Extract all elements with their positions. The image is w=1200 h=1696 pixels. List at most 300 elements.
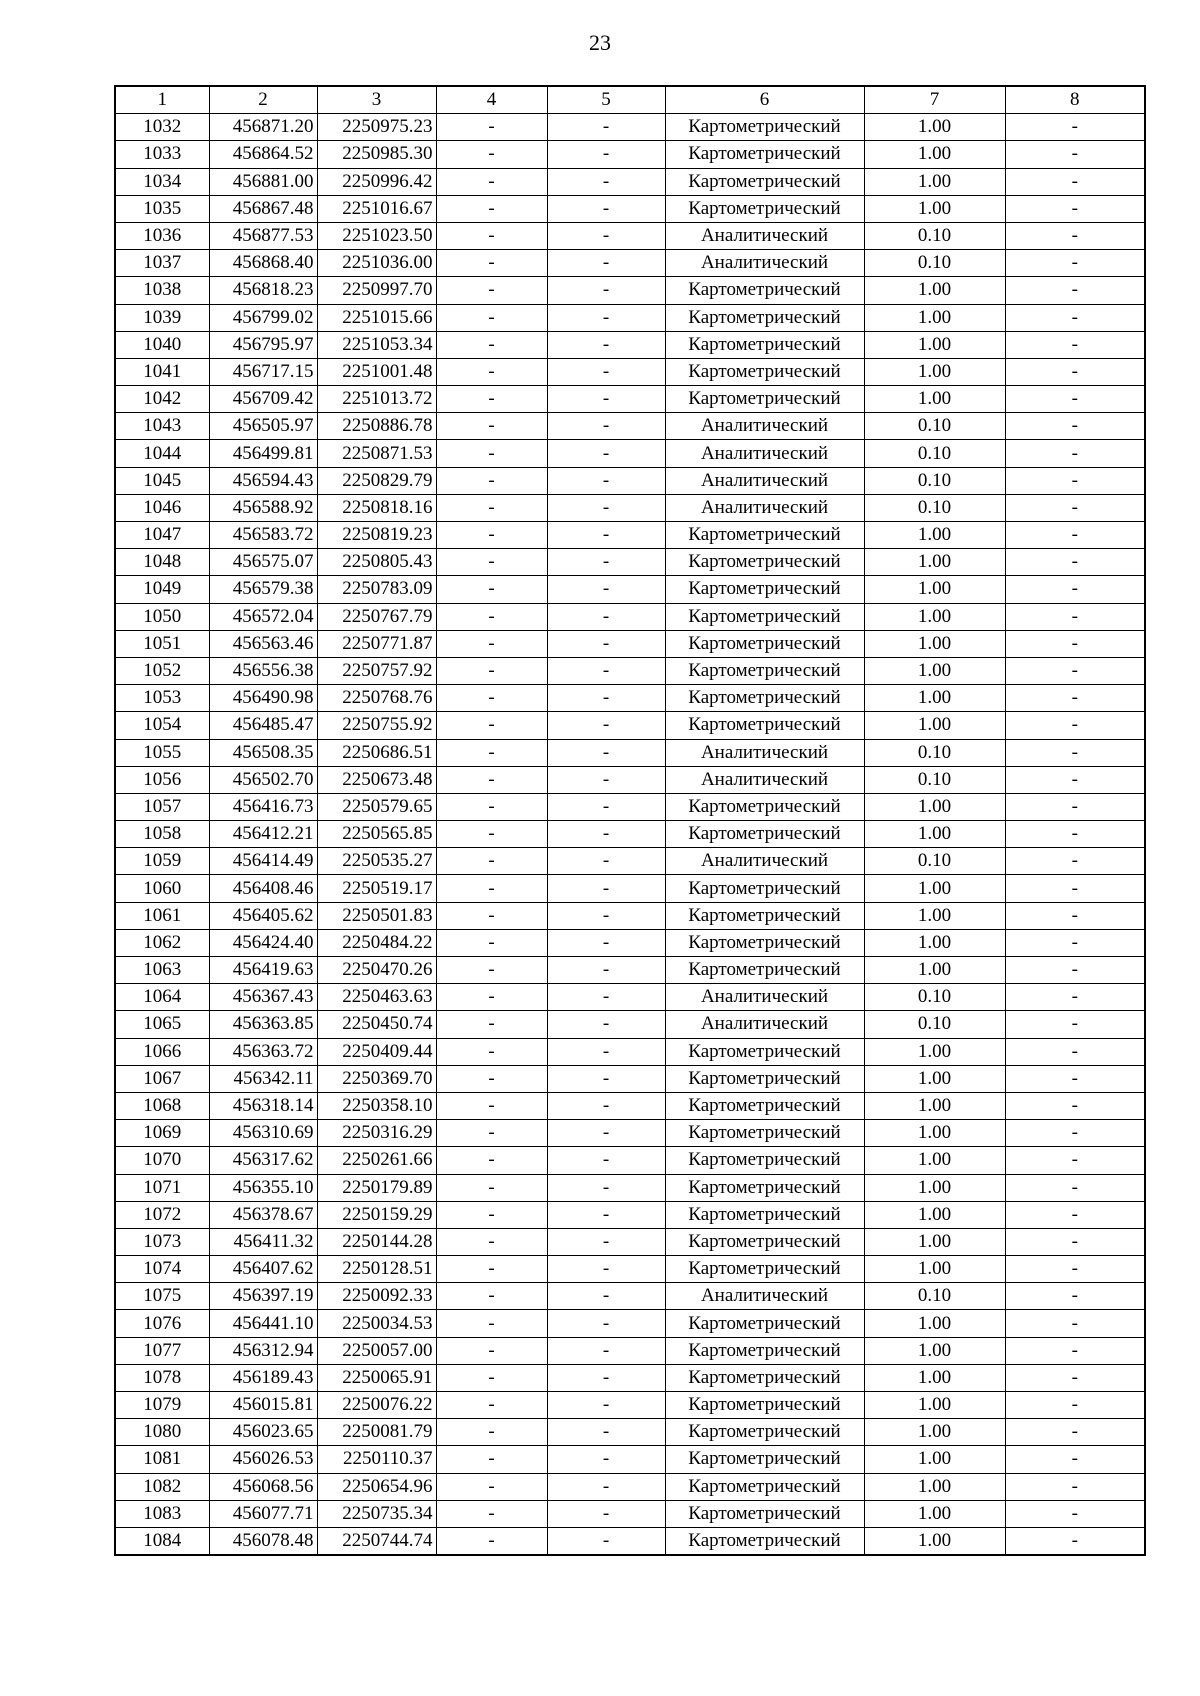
cell-x-coordinate: 456317.62 xyxy=(209,1147,317,1174)
cell-y-coordinate: 2250783.09 xyxy=(317,576,436,603)
cell-col-5: - xyxy=(547,603,665,630)
cell-x-coordinate: 456490.98 xyxy=(209,685,317,712)
cell-y-coordinate: 2250744.74 xyxy=(317,1527,436,1555)
cell-y-coordinate: 2250985.30 xyxy=(317,141,436,168)
cell-y-coordinate: 2250369.70 xyxy=(317,1065,436,1092)
cell-point-number: 1076 xyxy=(115,1310,209,1337)
cell-col-5: - xyxy=(547,875,665,902)
cell-y-coordinate: 2250579.65 xyxy=(317,793,436,820)
cell-col-5: - xyxy=(547,1527,665,1555)
table-header-row xyxy=(115,86,1145,114)
cell-y-coordinate: 2250034.53 xyxy=(317,1310,436,1337)
cell-col-8: - xyxy=(1005,1038,1145,1065)
cell-x-coordinate: 456556.38 xyxy=(209,657,317,684)
cell-col-5: - xyxy=(547,1337,665,1364)
cell-y-coordinate: 2250996.42 xyxy=(317,168,436,195)
cell-method: Картометрический xyxy=(665,168,864,195)
cell-x-coordinate: 456189.43 xyxy=(209,1364,317,1391)
table-row xyxy=(115,1147,1145,1174)
cell-method: Аналитический xyxy=(665,250,864,277)
cell-accuracy: 1.00 xyxy=(864,875,1005,902)
cell-col-5: - xyxy=(547,1120,665,1147)
cell-x-coordinate: 456408.46 xyxy=(209,875,317,902)
cell-point-number: 1033 xyxy=(115,141,209,168)
cell-accuracy: 1.00 xyxy=(864,929,1005,956)
cell-col-5: - xyxy=(547,277,665,304)
cell-accuracy: 1.00 xyxy=(864,358,1005,385)
cell-x-coordinate: 456407.62 xyxy=(209,1256,317,1283)
cell-accuracy: 0.10 xyxy=(864,1283,1005,1310)
cell-x-coordinate: 456023.65 xyxy=(209,1419,317,1446)
cell-col-4: - xyxy=(436,739,547,766)
cell-y-coordinate: 2250565.85 xyxy=(317,821,436,848)
cell-method: Картометрический xyxy=(665,1038,864,1065)
cell-col-4: - xyxy=(436,984,547,1011)
cell-accuracy: 1.00 xyxy=(864,902,1005,929)
cell-x-coordinate: 456572.04 xyxy=(209,603,317,630)
cell-col-4: - xyxy=(436,1283,547,1310)
cell-col-4: - xyxy=(436,440,547,467)
cell-x-coordinate: 456355.10 xyxy=(209,1174,317,1201)
table-row xyxy=(115,1446,1145,1473)
cell-x-coordinate: 456363.72 xyxy=(209,1038,317,1065)
cell-accuracy: 0.10 xyxy=(864,1011,1005,1038)
table-row xyxy=(115,1038,1145,1065)
cell-col-5: - xyxy=(547,630,665,657)
cell-point-number: 1072 xyxy=(115,1201,209,1228)
cell-point-number: 1043 xyxy=(115,413,209,440)
cell-method: Картометрический xyxy=(665,522,864,549)
cell-accuracy: 0.10 xyxy=(864,467,1005,494)
cell-col-5: - xyxy=(547,1065,665,1092)
cell-y-coordinate: 2251036.00 xyxy=(317,250,436,277)
cell-method: Картометрический xyxy=(665,712,864,739)
cell-x-coordinate: 456378.67 xyxy=(209,1201,317,1228)
cell-point-number: 1067 xyxy=(115,1065,209,1092)
cell-point-number: 1074 xyxy=(115,1256,209,1283)
cell-col-8: - xyxy=(1005,1527,1145,1555)
cell-point-number: 1069 xyxy=(115,1120,209,1147)
cell-method: Картометрический xyxy=(665,1120,864,1147)
cell-x-coordinate: 456424.40 xyxy=(209,929,317,956)
table-row xyxy=(115,848,1145,875)
cell-method: Аналитический xyxy=(665,848,864,875)
cell-x-coordinate: 456312.94 xyxy=(209,1337,317,1364)
cell-col-5: - xyxy=(547,576,665,603)
cell-col-5: - xyxy=(547,413,665,440)
cell-col-8: - xyxy=(1005,440,1145,467)
cell-method: Картометрический xyxy=(665,793,864,820)
table-row xyxy=(115,766,1145,793)
cell-y-coordinate: 2250470.26 xyxy=(317,957,436,984)
table-row xyxy=(115,1473,1145,1500)
cell-point-number: 1064 xyxy=(115,984,209,1011)
cell-accuracy: 1.00 xyxy=(864,821,1005,848)
cell-accuracy: 1.00 xyxy=(864,1228,1005,1255)
cell-method: Картометрический xyxy=(665,1473,864,1500)
cell-point-number: 1077 xyxy=(115,1337,209,1364)
cell-point-number: 1084 xyxy=(115,1527,209,1555)
table-row xyxy=(115,1174,1145,1201)
cell-x-coordinate: 456342.11 xyxy=(209,1065,317,1092)
cell-y-coordinate: 2250673.48 xyxy=(317,766,436,793)
cell-method: Картометрический xyxy=(665,141,864,168)
cell-point-number: 1039 xyxy=(115,304,209,331)
column-header-8: 8 xyxy=(1005,86,1145,114)
cell-accuracy: 1.00 xyxy=(864,1065,1005,1092)
cell-accuracy: 1.00 xyxy=(864,1310,1005,1337)
table-row xyxy=(115,114,1145,141)
cell-method: Картометрический xyxy=(665,1337,864,1364)
table-row xyxy=(115,250,1145,277)
cell-method: Аналитический xyxy=(665,467,864,494)
cell-col-4: - xyxy=(436,1473,547,1500)
cell-x-coordinate: 456026.53 xyxy=(209,1446,317,1473)
cell-method: Картометрический xyxy=(665,1446,864,1473)
cell-y-coordinate: 2250450.74 xyxy=(317,1011,436,1038)
cell-col-5: - xyxy=(547,467,665,494)
cell-col-4: - xyxy=(436,1092,547,1119)
cell-col-8: - xyxy=(1005,848,1145,875)
cell-accuracy: 0.10 xyxy=(864,739,1005,766)
cell-col-5: - xyxy=(547,1500,665,1527)
cell-x-coordinate: 456416.73 xyxy=(209,793,317,820)
cell-point-number: 1049 xyxy=(115,576,209,603)
cell-col-5: - xyxy=(547,250,665,277)
table-row xyxy=(115,793,1145,820)
cell-col-8: - xyxy=(1005,1092,1145,1119)
cell-col-8: - xyxy=(1005,277,1145,304)
cell-point-number: 1079 xyxy=(115,1392,209,1419)
cell-col-5: - xyxy=(547,821,665,848)
cell-col-8: - xyxy=(1005,875,1145,902)
cell-col-8: - xyxy=(1005,576,1145,603)
cell-x-coordinate: 456405.62 xyxy=(209,902,317,929)
cell-accuracy: 1.00 xyxy=(864,522,1005,549)
cell-col-5: - xyxy=(547,114,665,141)
table-row xyxy=(115,1283,1145,1310)
cell-col-4: - xyxy=(436,1147,547,1174)
table-row xyxy=(115,1092,1145,1119)
cell-y-coordinate: 2250871.53 xyxy=(317,440,436,467)
table-row xyxy=(115,413,1145,440)
table-row xyxy=(115,1364,1145,1391)
cell-col-8: - xyxy=(1005,657,1145,684)
cell-accuracy: 1.00 xyxy=(864,1120,1005,1147)
table-row xyxy=(115,1337,1145,1364)
cell-accuracy: 0.10 xyxy=(864,250,1005,277)
cell-method: Картометрический xyxy=(665,821,864,848)
cell-method: Картометрический xyxy=(665,1174,864,1201)
cell-col-4: - xyxy=(436,494,547,521)
cell-col-4: - xyxy=(436,957,547,984)
cell-col-4: - xyxy=(436,1419,547,1446)
cell-x-coordinate: 456318.14 xyxy=(209,1092,317,1119)
cell-y-coordinate: 2250128.51 xyxy=(317,1256,436,1283)
cell-method: Картометрический xyxy=(665,331,864,358)
cell-method: Аналитический xyxy=(665,739,864,766)
cell-accuracy: 1.00 xyxy=(864,1473,1005,1500)
cell-point-number: 1052 xyxy=(115,657,209,684)
cell-col-5: - xyxy=(547,386,665,413)
column-header-5: 5 xyxy=(547,86,665,114)
cell-col-8: - xyxy=(1005,168,1145,195)
cell-col-4: - xyxy=(436,821,547,848)
cell-col-8: - xyxy=(1005,1500,1145,1527)
cell-col-4: - xyxy=(436,386,547,413)
cell-col-4: - xyxy=(436,1065,547,1092)
cell-y-coordinate: 2250975.23 xyxy=(317,114,436,141)
table-row xyxy=(115,141,1145,168)
table-row xyxy=(115,929,1145,956)
cell-col-8: - xyxy=(1005,195,1145,222)
cell-accuracy: 1.00 xyxy=(864,331,1005,358)
cell-y-coordinate: 2250110.37 xyxy=(317,1446,436,1473)
cell-method: Картометрический xyxy=(665,358,864,385)
cell-method: Картометрический xyxy=(665,603,864,630)
cell-y-coordinate: 2250755.92 xyxy=(317,712,436,739)
table-row xyxy=(115,603,1145,630)
cell-point-number: 1059 xyxy=(115,848,209,875)
cell-col-8: - xyxy=(1005,1283,1145,1310)
cell-y-coordinate: 2251053.34 xyxy=(317,331,436,358)
cell-y-coordinate: 2250767.79 xyxy=(317,603,436,630)
cell-col-8: - xyxy=(1005,358,1145,385)
cell-col-8: - xyxy=(1005,739,1145,766)
cell-method: Аналитический xyxy=(665,766,864,793)
cell-accuracy: 0.10 xyxy=(864,984,1005,1011)
table-body xyxy=(115,114,1145,1555)
cell-col-8: - xyxy=(1005,522,1145,549)
cell-method: Картометрический xyxy=(665,1310,864,1337)
cell-col-5: - xyxy=(547,1446,665,1473)
cell-accuracy: 1.00 xyxy=(864,1038,1005,1065)
cell-accuracy: 1.00 xyxy=(864,141,1005,168)
cell-col-5: - xyxy=(547,766,665,793)
cell-col-8: - xyxy=(1005,1446,1145,1473)
cell-accuracy: 1.00 xyxy=(864,1419,1005,1446)
cell-col-4: - xyxy=(436,1120,547,1147)
cell-col-5: - xyxy=(547,222,665,249)
cell-col-4: - xyxy=(436,1228,547,1255)
cell-col-4: - xyxy=(436,1038,547,1065)
cell-accuracy: 0.10 xyxy=(864,413,1005,440)
cell-x-coordinate: 456411.32 xyxy=(209,1228,317,1255)
cell-x-coordinate: 456485.47 xyxy=(209,712,317,739)
column-header-7: 7 xyxy=(864,86,1005,114)
cell-y-coordinate: 2251001.48 xyxy=(317,358,436,385)
cell-col-8: - xyxy=(1005,1256,1145,1283)
table-row xyxy=(115,331,1145,358)
table-row xyxy=(115,467,1145,494)
cell-point-number: 1081 xyxy=(115,1446,209,1473)
table-row xyxy=(115,821,1145,848)
page-number: 23 xyxy=(589,30,611,55)
cell-accuracy: 1.00 xyxy=(864,1092,1005,1119)
cell-col-4: - xyxy=(436,114,547,141)
cell-col-4: - xyxy=(436,1174,547,1201)
table-row xyxy=(115,902,1145,929)
cell-x-coordinate: 456397.19 xyxy=(209,1283,317,1310)
cell-point-number: 1080 xyxy=(115,1419,209,1446)
cell-accuracy: 1.00 xyxy=(864,1446,1005,1473)
cell-col-5: - xyxy=(547,168,665,195)
cell-accuracy: 0.10 xyxy=(864,494,1005,521)
cell-col-5: - xyxy=(547,1201,665,1228)
cell-col-8: - xyxy=(1005,494,1145,521)
cell-point-number: 1065 xyxy=(115,1011,209,1038)
cell-col-5: - xyxy=(547,712,665,739)
table-row xyxy=(115,304,1145,331)
cell-method: Картометрический xyxy=(665,576,864,603)
cell-accuracy: 1.00 xyxy=(864,630,1005,657)
cell-col-4: - xyxy=(436,630,547,657)
cell-col-5: - xyxy=(547,1310,665,1337)
cell-x-coordinate: 456419.63 xyxy=(209,957,317,984)
cell-col-8: - xyxy=(1005,603,1145,630)
cell-x-coordinate: 456799.02 xyxy=(209,304,317,331)
table-row xyxy=(115,522,1145,549)
cell-col-4: - xyxy=(436,250,547,277)
table-row xyxy=(115,1228,1145,1255)
cell-col-8: - xyxy=(1005,386,1145,413)
cell-method: Картометрический xyxy=(665,304,864,331)
column-header-2: 2 xyxy=(209,86,317,114)
cell-y-coordinate: 2250757.92 xyxy=(317,657,436,684)
cell-col-4: - xyxy=(436,331,547,358)
cell-x-coordinate: 456414.49 xyxy=(209,848,317,875)
cell-x-coordinate: 456594.43 xyxy=(209,467,317,494)
cell-col-5: - xyxy=(547,902,665,929)
cell-col-4: - xyxy=(436,902,547,929)
cell-method: Картометрический xyxy=(665,277,864,304)
cell-accuracy: 1.00 xyxy=(864,1174,1005,1201)
cell-x-coordinate: 456310.69 xyxy=(209,1120,317,1147)
cell-col-4: - xyxy=(436,1527,547,1555)
cell-method: Аналитический xyxy=(665,1283,864,1310)
cell-method: Картометрический xyxy=(665,630,864,657)
cell-col-4: - xyxy=(436,222,547,249)
table-row xyxy=(115,875,1145,902)
cell-col-4: - xyxy=(436,603,547,630)
table-row xyxy=(115,549,1145,576)
cell-x-coordinate: 456575.07 xyxy=(209,549,317,576)
cell-col-4: - xyxy=(436,467,547,494)
cell-col-4: - xyxy=(436,793,547,820)
table-row xyxy=(115,685,1145,712)
cell-method: Картометрический xyxy=(665,195,864,222)
cell-method: Аналитический xyxy=(665,440,864,467)
cell-col-4: - xyxy=(436,685,547,712)
cell-x-coordinate: 456818.23 xyxy=(209,277,317,304)
cell-col-8: - xyxy=(1005,1120,1145,1147)
cell-col-8: - xyxy=(1005,1392,1145,1419)
cell-method: Аналитический xyxy=(665,494,864,521)
cell-col-4: - xyxy=(436,1364,547,1391)
cell-x-coordinate: 456864.52 xyxy=(209,141,317,168)
cell-accuracy: 1.00 xyxy=(864,1256,1005,1283)
cell-x-coordinate: 456583.72 xyxy=(209,522,317,549)
cell-x-coordinate: 456881.00 xyxy=(209,168,317,195)
cell-col-8: - xyxy=(1005,250,1145,277)
cell-col-5: - xyxy=(547,141,665,168)
cell-col-8: - xyxy=(1005,467,1145,494)
cell-col-8: - xyxy=(1005,685,1145,712)
cell-col-4: - xyxy=(436,1500,547,1527)
cell-method: Аналитический xyxy=(665,984,864,1011)
cell-y-coordinate: 2250829.79 xyxy=(317,467,436,494)
cell-method: Картометрический xyxy=(665,1147,864,1174)
cell-col-8: - xyxy=(1005,304,1145,331)
cell-y-coordinate: 2250819.23 xyxy=(317,522,436,549)
cell-point-number: 1041 xyxy=(115,358,209,385)
cell-col-5: - xyxy=(547,848,665,875)
cell-col-8: - xyxy=(1005,1147,1145,1174)
cell-y-coordinate: 2250654.96 xyxy=(317,1473,436,1500)
cell-x-coordinate: 456505.97 xyxy=(209,413,317,440)
cell-x-coordinate: 456367.43 xyxy=(209,984,317,1011)
cell-col-8: - xyxy=(1005,1473,1145,1500)
cell-col-8: - xyxy=(1005,1364,1145,1391)
cell-point-number: 1042 xyxy=(115,386,209,413)
cell-col-4: - xyxy=(436,1201,547,1228)
cell-point-number: 1032 xyxy=(115,114,209,141)
cell-col-5: - xyxy=(547,331,665,358)
cell-x-coordinate: 456015.81 xyxy=(209,1392,317,1419)
cell-y-coordinate: 2251013.72 xyxy=(317,386,436,413)
cell-col-5: - xyxy=(547,1419,665,1446)
cell-x-coordinate: 456588.92 xyxy=(209,494,317,521)
table-row xyxy=(115,386,1145,413)
cell-col-8: - xyxy=(1005,929,1145,956)
cell-point-number: 1040 xyxy=(115,331,209,358)
cell-accuracy: 1.00 xyxy=(864,304,1005,331)
cell-col-5: - xyxy=(547,957,665,984)
cell-y-coordinate: 2250997.70 xyxy=(317,277,436,304)
cell-accuracy: 1.00 xyxy=(864,1500,1005,1527)
cell-y-coordinate: 2250358.10 xyxy=(317,1092,436,1119)
cell-x-coordinate: 456795.97 xyxy=(209,331,317,358)
cell-col-8: - xyxy=(1005,793,1145,820)
cell-accuracy: 1.00 xyxy=(864,386,1005,413)
cell-col-8: - xyxy=(1005,984,1145,1011)
cell-col-5: - xyxy=(547,1038,665,1065)
cell-col-8: - xyxy=(1005,1310,1145,1337)
cell-col-8: - xyxy=(1005,1174,1145,1201)
cell-accuracy: 1.00 xyxy=(864,576,1005,603)
cell-y-coordinate: 2251016.67 xyxy=(317,195,436,222)
cell-col-4: - xyxy=(436,1337,547,1364)
cell-col-8: - xyxy=(1005,1419,1145,1446)
cell-y-coordinate: 2250484.22 xyxy=(317,929,436,956)
cell-method: Картометрический xyxy=(665,902,864,929)
cell-col-5: - xyxy=(547,929,665,956)
cell-col-4: - xyxy=(436,657,547,684)
cell-method: Картометрический xyxy=(665,386,864,413)
cell-point-number: 1047 xyxy=(115,522,209,549)
table-row xyxy=(115,277,1145,304)
cell-col-4: - xyxy=(436,141,547,168)
cell-y-coordinate: 2250092.33 xyxy=(317,1283,436,1310)
cell-method: Картометрический xyxy=(665,685,864,712)
cell-method: Картометрический xyxy=(665,657,864,684)
table-row xyxy=(115,1120,1145,1147)
cell-col-5: - xyxy=(547,1392,665,1419)
cell-point-number: 1045 xyxy=(115,467,209,494)
cell-col-8: - xyxy=(1005,712,1145,739)
cell-y-coordinate: 2250771.87 xyxy=(317,630,436,657)
cell-point-number: 1054 xyxy=(115,712,209,739)
